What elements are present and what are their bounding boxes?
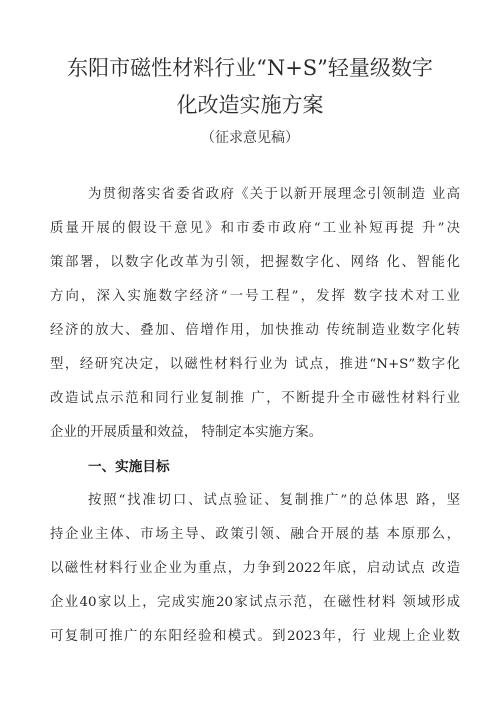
section-heading: 一、实施目标 <box>88 459 170 475</box>
paragraph-line: 企业40家以上，完成实施20家试点示范，在磁性材料 领域形成 <box>50 595 460 610</box>
paragraph-line: 企业的开展质量和效益， 特制定本实施方案。 <box>50 425 323 440</box>
paragraph-line: 型，经研究决定，以磁性材料行业为 试点，推进“N+S”数字化 <box>50 357 460 372</box>
paragraph-line: 方向，深入实施数字经济“一号工程”，发挥 数字技术对工业 <box>50 289 460 304</box>
paragraph-line: 改造试点示范和同行业复制推 广，不断提升全市磁性材料行业 <box>50 391 460 406</box>
paragraph-line: 策部署，以数字化改革为引领，把握数字化、网络 化、智能化 <box>50 255 460 270</box>
paragraph-line: 以磁性材料行业企业为重点，力争到2022年底，启动试点 改造 <box>50 561 460 576</box>
paragraph-line: 质量开展的假设干意见》和市委市政府“工业补短再提 升”决 <box>50 221 460 236</box>
document-title-line-1: 东阳市磁性材料行业“N+S”轻量级数字 <box>67 56 433 80</box>
document-title-line-2: 化改造实施方案 <box>176 93 324 117</box>
paragraph-line: 按照“找准切口、试点验证、复制推广”的总体思 路，坚 <box>88 493 460 508</box>
document-subtitle: （征求意见稿） <box>201 130 299 146</box>
paragraph-line: 为贯彻落实省委省政府《关于以新开展理念引领制造 业高 <box>88 187 460 202</box>
paragraph-line: 经济的放大、叠加、倍增作用，加快推动 传统制造业数字化转 <box>50 323 460 338</box>
paragraph-line: 可复制可推广的东阳经验和模式。到2023年，行 业规上企业数 <box>50 629 460 644</box>
paragraph-line: 持企业主体、市场主导、政策引领、融合开展的基 本原那么， <box>50 527 460 542</box>
